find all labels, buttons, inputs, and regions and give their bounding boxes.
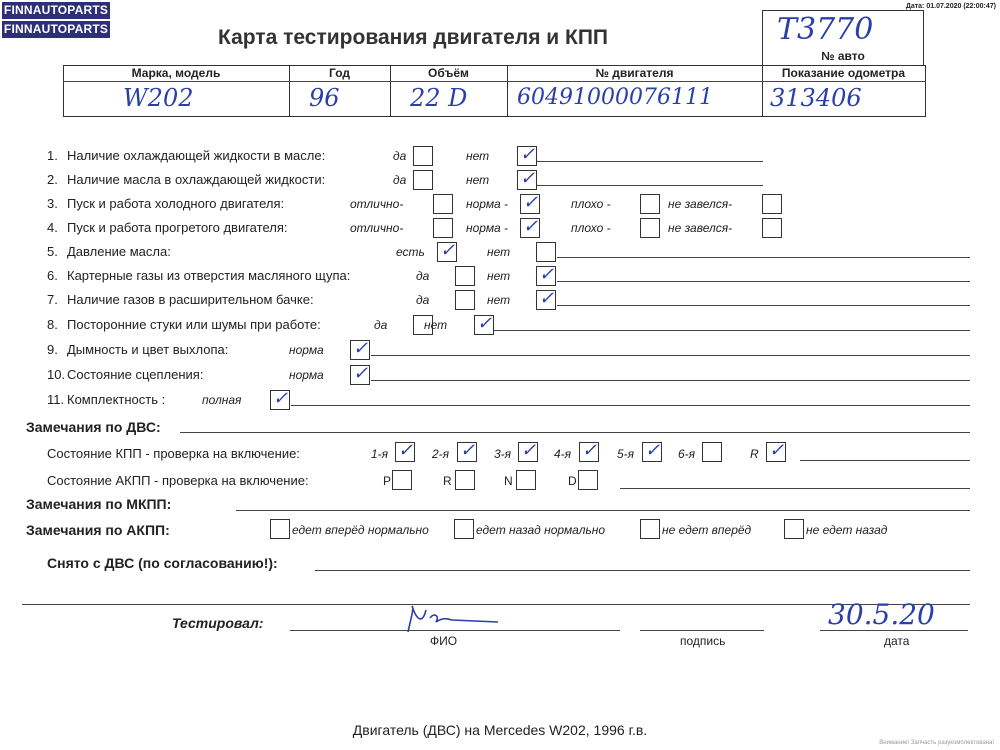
check-mark: ✓ <box>477 313 493 334</box>
page-title: Карта тестирования двигателя и КПП <box>218 26 609 49</box>
gear-checkbox[interactable] <box>642 442 662 462</box>
remark-line <box>557 305 970 306</box>
check-label: Наличие газов в расширительном бачке: <box>67 292 314 307</box>
check-label: Наличие охлаждающей жидкости в масле: <box>67 148 326 163</box>
option-checkbox[interactable] <box>536 290 556 310</box>
check-mark: ✓ <box>523 216 539 237</box>
date-stamp: Дата: 01.07.2020 (22:00:47) <box>905 3 996 10</box>
option-label: плохо - <box>571 221 611 235</box>
check-mark: ✓ <box>520 144 536 165</box>
option-checkbox[interactable] <box>640 218 660 238</box>
kpp-label: Состояние КПП - проверка на включение: <box>47 446 300 461</box>
check-mark: ✓ <box>645 440 661 461</box>
gear-checkbox[interactable] <box>766 442 786 462</box>
check-mark: ✓ <box>440 240 456 261</box>
option-checkbox[interactable] <box>413 170 433 190</box>
gear-checkbox[interactable] <box>457 442 477 462</box>
mode-checkbox[interactable] <box>455 470 475 490</box>
header-engine-number: № двигателя <box>507 66 763 81</box>
akpp-remark-label: едет вперёд нормально <box>292 523 429 537</box>
akpp-remark-checkbox[interactable] <box>454 519 474 539</box>
check-label: Картерные газы из отверстия масляного щупа: <box>67 268 351 283</box>
check-number: 2. <box>47 172 58 187</box>
check-number: 1. <box>47 148 58 163</box>
gear-label: 1-я <box>371 447 389 461</box>
mode-label: P <box>383 474 392 488</box>
mode-label: D <box>568 474 577 488</box>
option-label: нет <box>487 269 511 283</box>
check-number: 5. <box>47 244 58 259</box>
option-label: не завелся- <box>668 197 733 211</box>
option-checkbox[interactable] <box>536 266 556 286</box>
check-mark: ✓ <box>353 338 369 359</box>
check-number: 11. <box>47 392 65 407</box>
option-label: нет <box>487 245 511 259</box>
remark-line <box>291 405 970 406</box>
remark-line <box>537 161 763 162</box>
mode-checkbox[interactable] <box>516 470 536 490</box>
check-number: 10. <box>47 367 66 382</box>
option-label: нет <box>466 173 490 187</box>
option-checkbox[interactable] <box>350 365 370 385</box>
option-checkbox[interactable] <box>270 390 290 410</box>
check-label: Дымность и цвет выхлопа: <box>67 342 229 357</box>
gear-label: 6-я <box>678 447 696 461</box>
removed-label: Снято с ДВС (по согласованию!): <box>47 555 278 571</box>
gear-label: 4-я <box>554 447 572 461</box>
option-label: да <box>416 293 430 307</box>
check-number: 7. <box>47 292 58 307</box>
tested-label: Тестировал: <box>172 615 264 631</box>
akpp-remark-label: не едет вперёд <box>662 523 752 537</box>
check-mark: ✓ <box>539 288 555 309</box>
gear-checkbox[interactable] <box>518 442 538 462</box>
value-volume: 22 D <box>410 84 468 112</box>
check-mark: ✓ <box>523 192 539 213</box>
option-label: да <box>393 149 407 163</box>
gear-checkbox[interactable] <box>702 442 722 462</box>
auto-number-box <box>762 10 924 66</box>
option-checkbox[interactable] <box>455 290 475 310</box>
check-mark: ✓ <box>460 440 476 461</box>
remark-line <box>371 380 970 381</box>
check-label: Наличие масла в охлаждающей жидкости: <box>67 172 326 187</box>
option-checkbox[interactable] <box>350 340 370 360</box>
check-label: Пуск и работа прогретого двигателя: <box>67 220 288 235</box>
brand-badge-secondary: FINNAUTOPARTS <box>3 22 109 36</box>
header-year: Год <box>289 66 391 81</box>
option-label: да <box>393 173 407 187</box>
check-mark: ✓ <box>769 440 785 461</box>
option-checkbox[interactable] <box>762 218 782 238</box>
check-label: Комплектность : <box>67 392 166 407</box>
check-mark: ✓ <box>353 363 369 384</box>
header-odometer: Показание одометра <box>781 66 906 80</box>
watermark-note: Внимание! Запчасть разукомплектована! <box>879 740 994 746</box>
page-caption: Двигатель (ДВС) на Mercedes W202, 1996 г.в. <box>352 722 648 738</box>
option-checkbox[interactable] <box>433 194 453 214</box>
option-checkbox[interactable] <box>517 146 537 166</box>
check-label: Давление масла: <box>67 244 171 259</box>
signature-label: подпись <box>680 634 726 648</box>
mode-label: N <box>504 474 513 488</box>
option-label: да <box>416 269 430 283</box>
auto-number-label: № авто <box>821 49 865 63</box>
check-mark: ✓ <box>273 388 289 409</box>
option-label: отлично- <box>350 221 404 235</box>
fio-label: ФИО <box>430 634 458 648</box>
check-mark: ✓ <box>398 440 414 461</box>
check-label: Состояние сцепления: <box>67 367 204 382</box>
option-label: нет <box>487 293 511 307</box>
akpp-remark-label: не едет назад <box>806 523 888 537</box>
check-number: 9. <box>47 342 58 357</box>
check-mark: ✓ <box>520 168 536 189</box>
remark-line <box>557 257 970 258</box>
check-mark: ✓ <box>521 440 537 461</box>
remarks-mkpp-label: Замечания по МКПП: <box>26 496 172 512</box>
option-checkbox[interactable] <box>413 146 433 166</box>
gear-checkbox[interactable] <box>579 442 599 462</box>
auto-number-value: T3770 <box>777 12 874 47</box>
remark-line <box>494 330 970 331</box>
remark-line <box>557 281 970 282</box>
remarks-dvs-label: Замечания по ДВС: <box>26 419 161 435</box>
akpp-remark-checkbox[interactable] <box>640 519 660 539</box>
akpp-remark-label: едет назад нормально <box>476 523 606 537</box>
value-year: 96 <box>309 84 340 112</box>
header-make-model: Марка, модель <box>63 66 290 81</box>
option-label: отлично- <box>350 197 404 211</box>
check-label: Пуск и работа холодного двигателя: <box>67 196 285 211</box>
value-engine-number: 60491000076111 <box>517 85 713 110</box>
option-label: норма <box>289 368 324 382</box>
check-number: 4. <box>47 220 58 235</box>
option-checkbox[interactable] <box>455 266 475 286</box>
remark-line <box>537 185 763 186</box>
mode-label: R <box>443 474 452 488</box>
option-checkbox[interactable] <box>437 242 457 262</box>
header-volume: Объём <box>390 66 508 81</box>
check-number: 8. <box>47 317 58 332</box>
date-label: дата <box>884 634 910 648</box>
gear-label: R <box>750 447 759 461</box>
option-checkbox[interactable] <box>520 218 540 238</box>
remark-line <box>371 355 970 356</box>
option-checkbox[interactable] <box>640 194 660 214</box>
option-label: норма - <box>466 197 509 211</box>
gear-label: 3-я <box>494 447 512 461</box>
check-mark: ✓ <box>582 440 598 461</box>
check-number: 3. <box>47 196 58 211</box>
option-checkbox[interactable] <box>762 194 782 214</box>
option-label: да <box>374 318 388 332</box>
option-label: плохо - <box>571 197 611 211</box>
brand-badge: FINNAUTOPARTS <box>3 3 109 17</box>
check-label: Посторонние стуки или шумы при работе: <box>67 317 321 332</box>
option-label: норма <box>289 343 324 357</box>
option-label: норма - <box>466 221 509 235</box>
gear-label: 5-я <box>617 447 635 461</box>
mode-checkbox[interactable] <box>578 470 598 490</box>
check-number: 6. <box>47 268 58 283</box>
akpp-label: Состояние АКПП - проверка на включение: <box>47 473 309 488</box>
value-odometer: 313406 <box>770 84 862 112</box>
option-label: нет <box>466 149 490 163</box>
check-mark: ✓ <box>539 264 555 285</box>
akpp-remark-checkbox[interactable] <box>784 519 804 539</box>
akpp-remark-checkbox[interactable] <box>270 519 290 539</box>
gear-checkbox[interactable] <box>395 442 415 462</box>
remarks-akpp-label: Замечания по АКПП: <box>26 522 170 538</box>
option-checkbox[interactable] <box>520 194 540 214</box>
option-checkbox[interactable] <box>474 315 494 335</box>
option-checkbox[interactable] <box>433 218 453 238</box>
option-label: нет <box>424 318 448 332</box>
value-make-model: W202 <box>123 84 194 112</box>
option-label: есть <box>396 245 425 259</box>
option-label: не завелся- <box>668 221 733 235</box>
mode-checkbox[interactable] <box>392 470 412 490</box>
gear-label: 2-я <box>432 447 450 461</box>
option-checkbox[interactable] <box>517 170 537 190</box>
date-value: 30.5.20 <box>828 598 935 631</box>
tester-signature <box>400 604 510 636</box>
option-label: полная <box>202 393 242 407</box>
option-checkbox[interactable] <box>536 242 556 262</box>
